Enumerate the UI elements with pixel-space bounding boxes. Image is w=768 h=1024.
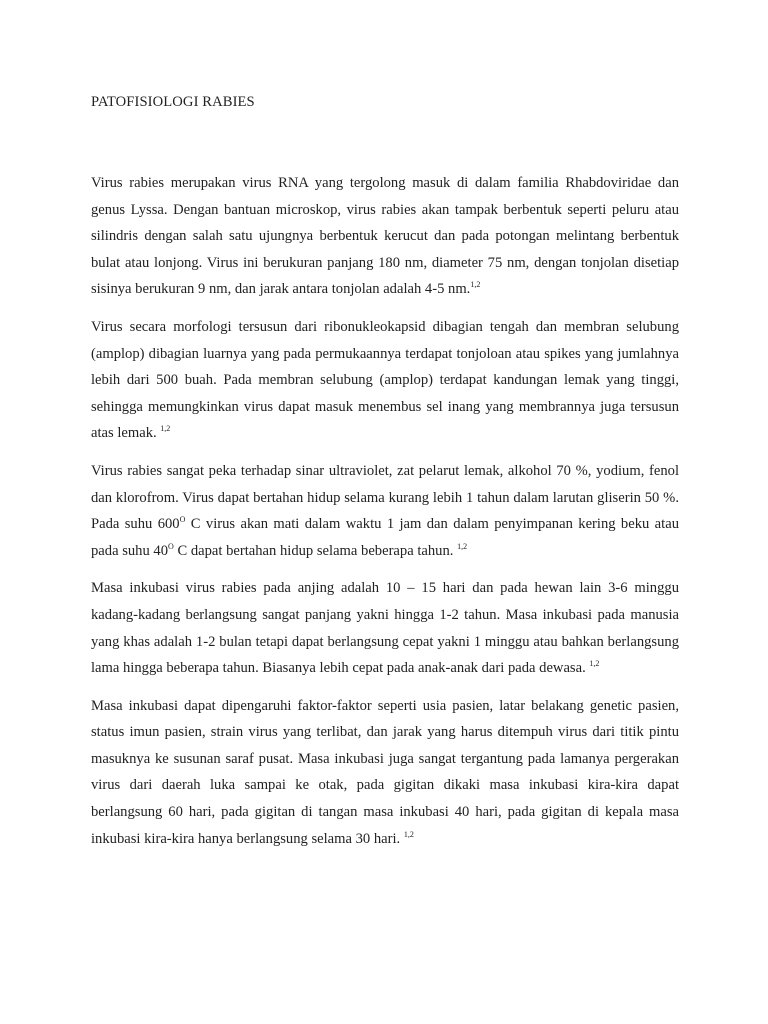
- document-page: [91, 86, 679, 852]
- paragraph-text: C dapat bertahan hidup selama beberapa tahun.: [173, 542, 458, 559]
- paragraph-text: C virus akan mati dalam waktu 1 jam dan dalam penyimpanan kering beku atau pada suhu 40: [91, 516, 679, 559]
- paragraph-text: Virus rabies sangat peka terhadap sinar ultraviolet, zat pelarut lemak, alkohol 70 %, yodium, fenol dan klorofrom. Virus dapat bertahan hidup selama kurang lebih 1 tahun dalam larutan gliserin 50 %. Pada suhu 600: [91, 462, 679, 533]
- degree-superscript: O: [168, 541, 174, 551]
- document-title: PATOFISIOLOGI RABIES: [91, 94, 255, 110]
- paragraph: [91, 170, 679, 303]
- document-body: [91, 170, 679, 852]
- citation-superscript: 1,2: [457, 541, 468, 551]
- paragraph: [91, 314, 679, 447]
- paragraph: [91, 693, 679, 853]
- paragraph-text: Masa inkubasi virus rabies pada anjing adalah 10 – 15 hari dan pada hewan lain 3-6 minggu kadang-kadang berlangsung sangat panjang yakni hingga 1-2 tahun. Masa inkubasi pada manusia yang khas adalah 1-2 bulan tetapi dapat berlangsung cepat yakni 1 minggu atau bahkan berlangsung lama hingga beberapa tahun. Biasanya lebih cepat pada anak-anak dari pada dewasa.: [91, 580, 679, 677]
- paragraph-text: Masa inkubasi dapat dipengaruhi faktor-faktor seperti usia pasien, latar belakang genetic pasien, status imun pasien, strain virus yang terlibat, dan jarak yang harus ditempuh virus dari titik pintu masuknya ke susunan saraf pusat. Masa inkubasi juga sangat tergantung pada lamanya pergerakan virus dari daerah luka sampai ke otak, pada gigitan dikaki masa inkubasi kira-kira dapat berlangsung 60 hari, pada gigitan di tangan masa inkubasi 40 hari, pada gigitan di kepala masa inkubasi kira-kira hanya berlangsung selama 30 hari.: [91, 697, 679, 847]
- paragraph: [91, 458, 679, 564]
- paragraph-text: Virus rabies merupakan virus RNA yang tergolong masuk di dalam familia Rhabdoviridae dan genus Lyssa. Dengan bantuan microskop, virus rabies akan tampak berbentuk seperti peluru atau silindris dengan salah satu ujungnya berbentuk kerucut dan pada potongan melintang berbentuk bulat atau lonjong. Virus ini berukuran panjang 180 nm, diameter 75 nm, dengan tonjolan disetiap sisinya berukuran 9 nm, dan jarak antara tonjolan adalah 4-5 nm.: [91, 175, 679, 298]
- citation-superscript: 1,2: [160, 424, 171, 434]
- paragraph-text: Virus secara morfologi tersusun dari ribonukleokapsid dibagian tengah dan membran selubung (amplop) dibagian luarnya yang pada permukaannya terdapat tonjoloan atau spikes yang jumlahnya lebih dari 500 buah. Pada membran selubung (amplop) terdapat kandungan lemak yang tinggi, sehingga memungkinkan virus dapat masuk menembus sel inang yang membrannya juga tersusun atas lemak.: [91, 318, 679, 442]
- citation-superscript: 1,2: [470, 280, 481, 290]
- paragraph: [91, 575, 679, 681]
- degree-superscript: O: [179, 515, 186, 525]
- citation-superscript: 1,2: [403, 829, 414, 839]
- citation-superscript: 1,2: [589, 659, 600, 669]
